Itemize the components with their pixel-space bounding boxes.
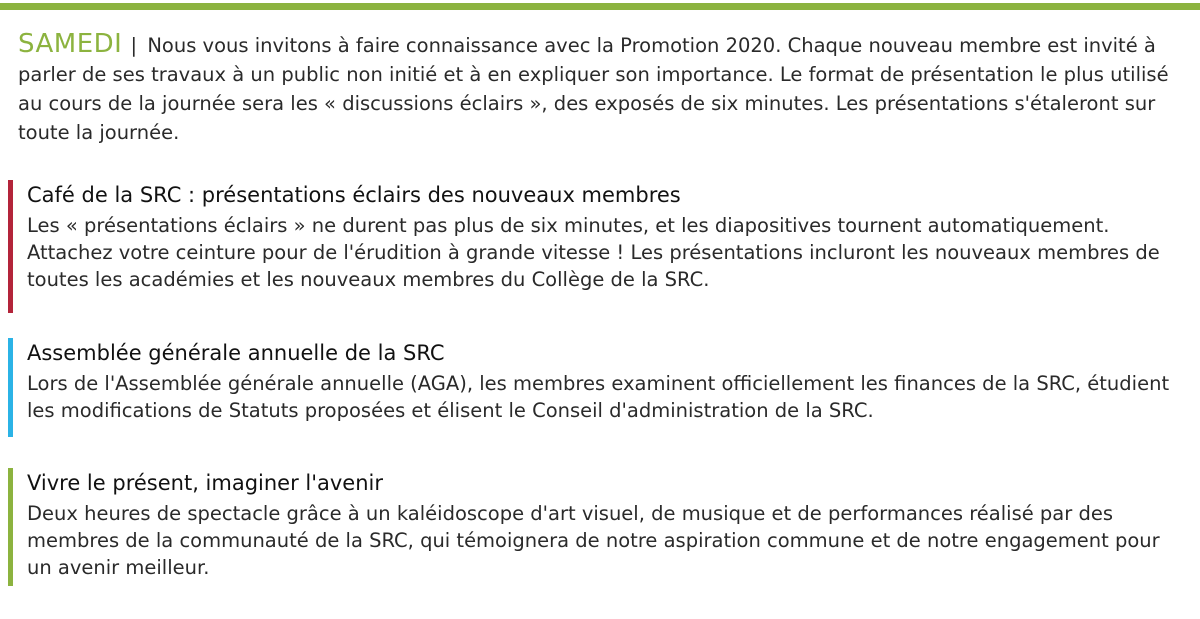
section-title: Café de la SRC : présentations éclairs des nouveaux membres bbox=[27, 183, 681, 207]
day-heading: SAMEDI bbox=[18, 29, 123, 59]
section-title: Assemblée générale annuelle de la SRC bbox=[27, 341, 445, 365]
section-accent-bar bbox=[8, 180, 13, 313]
intro-text: Nous vous invitons à faire connaissance avec la Promotion 2020. Chaque nouveau membre est invité à parler de ses travaux à un public non initié et à en expliquer son importance. Le format de présentation le plus utilisé au cours de la journée sera les « discussions éclairs », des exposés de six minutes. Les présentations s'étaleront sur toute la journée. bbox=[18, 34, 1169, 144]
heading-separator: | bbox=[130, 34, 138, 57]
section-accent-bar bbox=[8, 468, 13, 586]
section-cafe-src bbox=[8, 180, 1188, 313]
intro-paragraph bbox=[18, 30, 1188, 147]
section-assemblee-generale bbox=[8, 338, 1188, 437]
section-title: Vivre le présent, imaginer l'avenir bbox=[27, 471, 384, 495]
section-accent-bar bbox=[8, 338, 13, 437]
section-body: Lors de l'Assemblée générale annuelle (AGA), les membres examinent officiellement les finances de la SRC, étudient les modifications de Statuts proposées et élisent le Conseil d'administration de la SRC. bbox=[27, 372, 1170, 422]
top-divider bbox=[0, 3, 1200, 10]
section-body: Les « présentations éclairs » ne durent pas plus de six minutes, et les diapositives tournent automatiquement. Attachez votre ceinture pour de l'érudition à grande vitesse ! Les présentations incluront les nouveaux membres de toutes les académies et les nouveaux membres du Collège de la SRC. bbox=[27, 214, 1160, 291]
section-body: Deux heures de spectacle grâce à un kaléidoscope d'art visuel, de musique et de performances réalisé par des membres de la communauté de la SRC, qui témoignera de notre aspiration commune et de notre engagement pour un avenir meilleur. bbox=[27, 502, 1160, 579]
section-vivre-le-present bbox=[8, 468, 1188, 586]
